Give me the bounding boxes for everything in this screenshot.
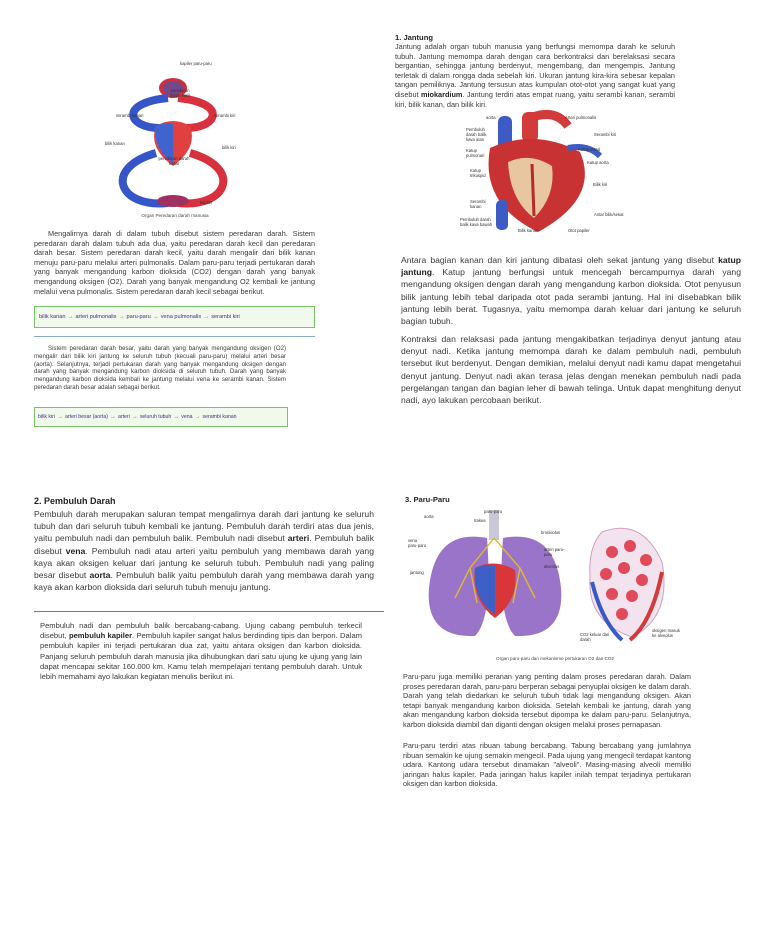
heart-label-serambi-kiri: Serambi kiri bbox=[594, 132, 617, 137]
lung-label-paru: paru-paru bbox=[484, 509, 503, 514]
lung-label-vena: vena paru-paru bbox=[408, 538, 427, 548]
flow2-step-3: arteri bbox=[117, 414, 130, 420]
pembuluh-divider bbox=[34, 611, 384, 612]
flow1-step-5: serambi kiri bbox=[211, 314, 240, 320]
paru-para-2: Paru-paru terdiri atas ribuan tabung bercabang. Tabung bercabang yang jumlahnya ribuan semakin ke ujung semakin mengecil. Pada ujung yang mengecil terdapat kantong udara. Kantong udara tersebut dinamakan "alveoli". Masing-masing alveoli memiliki jaringan halus kapiler. Pada jaringan halus kapiler inilah tempat terjadinya pertukaran oksigen dan karbon dioksida. bbox=[403, 741, 691, 789]
heart-label-antar-bilik: Antar bilik/sekat bbox=[594, 212, 624, 217]
heart-label-katup-aorta: Katup aorta bbox=[587, 160, 609, 165]
pembuluh-para-2: Pembuluh nadi dan pembuluh balik bercabang-cabang. Ujung cabang pembuluh terkecil disebut, pembuluh kapiler. Pembuluh kapiler sangat halus berdinding tipis dan berpori. Dalam pembuluh kapiler ini terjadi pertukaran dua zat, yaitu antara oksigen dan karbon dioksida. Panjang seluruh pembuluh darah manusia jika dihubungkan dari satu ujung ke ujung yang lain dapat mencapai sekitar 160.000 km. Kamu telah mempelajari tentang pembuluh darah. Untuk lebih memahami ayo lakukan kegiatan menulis berikut ini. bbox=[40, 621, 362, 682]
heart-label-aorta: aorta bbox=[486, 115, 496, 120]
heart-label-katup-pulmonari: Katup pulmonari bbox=[466, 148, 485, 158]
lungs-diagram bbox=[415, 508, 575, 648]
lung-label-arteri: arteri paru-paru bbox=[544, 547, 565, 557]
label-peredaran-kecil: peredaran darah kecil bbox=[169, 88, 191, 98]
circulation-diagram bbox=[98, 58, 298, 210]
flow2-step-2: arteri besar (aorta) bbox=[65, 414, 108, 420]
flow1-step-4: vena pulmonalis bbox=[160, 314, 202, 320]
lung-caption: Organ paru-paru dan mekanisme pertukaran O2 dan CO2 bbox=[496, 656, 614, 661]
label-bilik-kanan: bilik kanan bbox=[105, 141, 125, 146]
heart-label-bilik-kiri: Bilik kiri bbox=[593, 182, 608, 187]
pembuluh-para-1: Pembuluh darah merupakan saluran tempat mengalirnya darah dari jantung ke seluruh tubuh dan dari seluruh tubuh kembali ke jantung. Pembuluh darah terdiri atas dua jenis, yaitu pembuluh nadi dan pembuluh balik. Pembuluh nadi disebut arteri. Pembuluh balik disebut vena. Pembuluh nadi atau arteri yaitu pembuluh yang membawa darah yang kaya akan oksigen keluar dari jantung ke seluruh tubuh. Pembuluh nadi yang paling besar disebut aorta. Pembuluh balik yaitu pembuluh darah yang membawa darah yang kaya akan karbon dioksida dari seluruh tubuh menuju jantung. bbox=[34, 509, 375, 593]
circulation-caption: Organ Peredaran darah manusia bbox=[141, 213, 209, 218]
jantung-para-3: Kontraksi dan relaksasi pada jantung mengakibatkan terjadinya denyut jantung atau denyut nadi. Ketika jantung memompa darah ke dalam pembuluh nadi, pembuluh tersebut ikut berdenyut. Dengan demikian, melalui denyut nadi kamu dapat mengetahui denyut jantung. Denyut nadi akan terasa jelas dengan menekan pembuluh nadi pada pergelangan tangan dan bagian leher di bawah telinga. Untuk dapat menghitung denyut nadi, ayo lakukan percobaan berikut. bbox=[401, 334, 741, 406]
heart-label-katup-mitral: Katup mitral bbox=[578, 147, 601, 152]
jantung-para-1: Jantung adalah organ tubuh manusia yang berfungsi memompa darah ke seluruh tubuh. Jantung memompa darah dengan cara berkontraksi dan berelaksasi secara bergantian, sehingga jantung berdenyut, mengembang, dan mengempis. Jantung terletak di dalam rongga dada sebelah kiri. Ukuran jantung kira-kira sebesar kepalan tangan pemiliknya. Jantung tersusun atas kumpulan otot-otot yang sangat kuat yang disebut miokardium. Jantung terdiri atas empat ruang, yaitu serambi kanan, serambi kiri, bilik kanan, dan bilik kiri. bbox=[395, 42, 675, 109]
flow1-step-3: paru-paru bbox=[126, 314, 151, 320]
paru-para-1: Paru-paru juga memiliki peranan yang penting dalam proses peredaran darah. Dalam proses peredaran darah, paru-paru berperan sebagai penyuplai oksigen ke dalam darah. Darah yang telah diedarkan ke seluruh tubuh tidak lagi mengandung oksigen. Akan tetapi banyak mengandung karbon dioksida. Setelah kembali ke jantung, darah yang akan mengandung karbon dioksida tersebut dipompa ke dalam paru-paru. Selanjutnya, karbon dioksida diambil dan diganti dengan oksigen melalui proses pernapasan. bbox=[403, 672, 691, 729]
lung-label-trakea: trakea bbox=[474, 518, 486, 523]
flow-peredaran-kecil: bilik kanan → arteri pulmonalis → paru-paru → vena pulmonalis → serambi kiri bbox=[34, 306, 315, 328]
pembuluh-heading: 2. Pembuluh Darah bbox=[34, 496, 116, 506]
jantung-para-2: Antara bagian kanan dan kiri jantung dibatasi oleh sekat jantung yang disebut katup jantung. Katup jantung berfungsi untuk mencegah bercampurnya darah yang mengandung oksigen dengan darah yang mengandung karbon dioksida. Otot penyusun bilik jantung lebih tebal daripada otot pada serambi jantung. Hal ini disebabkan bilik jantung lebih berat. Tugasnya, yaitu memompa darah keluar dari jantung ke seluruh bagian tubuh. bbox=[401, 255, 741, 327]
heart-label-katup-trikuspid: Katup trikuspid bbox=[470, 168, 486, 178]
label-serambi-kiri: serambi kiri bbox=[214, 113, 236, 118]
lung-label-co2: CO2 keluar dari darah bbox=[580, 632, 610, 642]
flow2-step-4: seluruh tubuh bbox=[139, 414, 172, 420]
label-kapiler: kapiler bbox=[200, 200, 213, 205]
label-bilik-kiri: bilik kiri bbox=[222, 145, 236, 150]
lung-label-alveolus: alveolus bbox=[544, 564, 560, 569]
label-peredaran-besar: peredaran darah besar bbox=[158, 156, 190, 166]
lung-label-oksigen: oksigen masuk ke alveolus bbox=[652, 628, 680, 638]
flow1-step-1: bilik kanan bbox=[39, 314, 66, 320]
heart-label-kava-bawah: Pembuluh darah balik kava bawah bbox=[460, 217, 493, 227]
heart-label-kava-atas: Pembuluh darah balik kava atas bbox=[466, 127, 487, 142]
flow1-step-2: arteri pulmonalis bbox=[75, 314, 117, 320]
lung-label-bronkiolus: bronkiolus bbox=[541, 530, 561, 535]
heart-label-bilik-kanan: Bilik kanan bbox=[518, 228, 539, 233]
lung-label-aorta: aorta bbox=[424, 514, 434, 519]
flow2-step-6: serambi kanan bbox=[202, 414, 237, 420]
label-serambi-kanan: serambi kanan bbox=[116, 113, 144, 118]
jantung-heading: 1. Jantung bbox=[395, 33, 433, 42]
circulation-para-1: Mengalirnya darah di dalam tubuh disebut sistem peredaran darah. Sistem peredaran darah dalam tubuh ada dua, yaitu peredaran darah kecil dan peredaran darah besar. Sistem peredaran darah kecil, yaitu darah mengalir dari bilik kanan menuju paru-paru melalui arteri pulmonalis. Dalam paru-paru terjadi pertukaran darah yang banyak mengandung karbon dioksida (CO2) dengan darah yang banyak mengandung oksigen (O2). Darah yang banyak mengandung O2 kembali ke jantung melalui vena pulmonalis. Sistem peredaran darah kecil sebagai berikut. bbox=[34, 229, 315, 296]
flow2-step-5: vena bbox=[181, 414, 193, 420]
alveoli-diagram bbox=[582, 522, 670, 642]
flow-peredaran-besar: bilik kiri → arteri besar (aorta) → arteri → seluruh tubuh → vena → serambi kanan bbox=[34, 407, 288, 427]
flow2-step-1: bilik kiri bbox=[38, 414, 56, 420]
heart-label-arteri-pulmonalis: Arteri pulmonalis bbox=[565, 115, 597, 120]
label-kapiler-paru: kapiler paru-paru bbox=[180, 61, 212, 66]
heart-label-otot-papiler: Otot papiler bbox=[568, 228, 590, 233]
divider bbox=[34, 336, 315, 337]
heart-label-serambi-kanan: Serambi kanan bbox=[470, 199, 486, 209]
paru-heading: 3. Paru-Paru bbox=[405, 495, 450, 504]
circulation-para-2: Sistem peredaran darah besar, yaitu darah yang banyak mengandung oksigen (O2) mengalir dari bilik kiri jantung ke seluruh tubuh (kecuali paru-paru) melalui arteri besar (aorta). Selanjutnya, terjadi pertukaran darah yang banyak mengandung oksigen dengan darah yang banyak mengandung karbon dioksida di seluruh tubuh. Darah yang banyak mengandung karbon dioksida kembali ke jantung melalui vena ke serambi kanan. Sistem peredaran darah besar adalah sebagai berikut. bbox=[34, 345, 286, 391]
lung-label-jantung: jantung bbox=[410, 570, 424, 575]
